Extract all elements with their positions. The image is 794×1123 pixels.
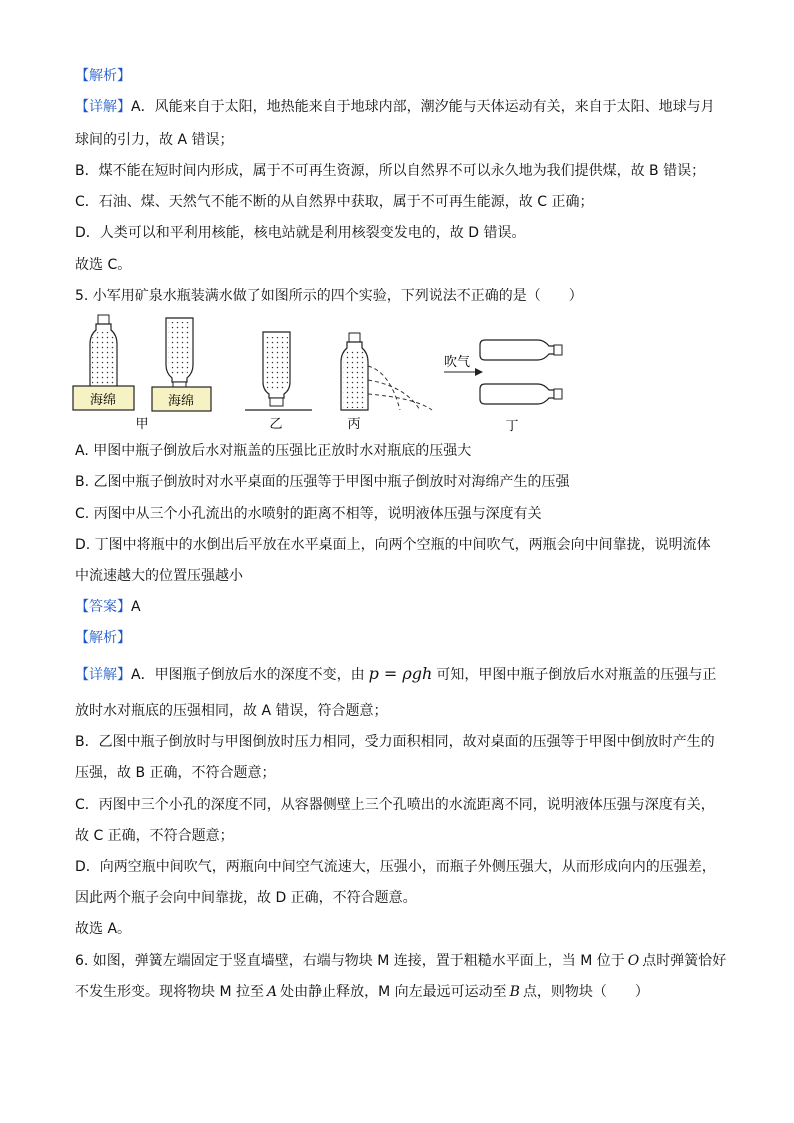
- q4-detail-line-1: [75, 97, 715, 117]
- sponge-left-label: 海绵: [89, 393, 117, 408]
- q5-conclusion: 故选 A。: [75, 921, 132, 937]
- q4-detail-b: B．煤不能在短时间内形成，属于不可再生资源，所以自然界不可以永久地为我们提供煤，故 B 错误；: [75, 163, 706, 179]
- q4-detail-a-text: A．风能来自于太阳，地热能来自于地球内部，潮汐能与天体运动有关，来自于太阳、地球与月: [131, 99, 715, 115]
- q5-option-a: A. 甲图中瓶子倒放后水对瓶盖的压强比正放时水对瓶底的压强大: [75, 443, 472, 459]
- ding-top-bottle: [480, 340, 562, 360]
- point-a: A: [266, 984, 278, 1000]
- q5-option-d-line-1: D. 丁图中将瓶中的水倒出后平放在水平桌面上，向两个空瓶的中间吹气，两瓶会向中间靠拢，说明流体: [75, 537, 711, 553]
- jia-upright-bottle: [90, 315, 117, 388]
- blow-label: 吹气: [444, 355, 471, 370]
- point-b: B: [509, 984, 520, 1000]
- q5-detail-b-line-2: 压强，故 B 正确，不符合题意；: [75, 765, 276, 781]
- q5-stem: 5. 小军用矿泉水瓶装满水做了如图所示的四个实验，下列说法不正确的是（ ）: [75, 288, 583, 304]
- q5-detail-b-line-1: B．乙图中瓶子倒放时与甲图倒放时压力相同，受力面积相同，故对桌面的压强等于甲图中倒放时产生的: [75, 734, 715, 750]
- q4-analysis-tag: 【解析】: [75, 68, 131, 84]
- q5-answer-value: A: [131, 599, 141, 615]
- bing-bottle-with-holes: [341, 333, 368, 410]
- q5-option-b: B. 乙图中瓶子倒放时对水平桌面的压强等于甲图中瓶子倒放时对海绵产生的压强: [75, 474, 570, 490]
- q6-stem-line-2: [75, 982, 649, 1002]
- q6-l2-pre: 不发生形变。现将物块 M 拉至: [75, 984, 264, 1000]
- pressure-formula: p = ρgh: [368, 664, 433, 683]
- q5-detail-c-line-2: 故 C 正确，不符合题意；: [75, 828, 234, 844]
- sponge-right-label: 海绵: [167, 394, 195, 409]
- q6-stem-line-1: [75, 951, 726, 971]
- label-yi: 乙: [269, 417, 283, 432]
- q5-answer: [75, 597, 141, 617]
- ding-bottom-bottle: [480, 384, 562, 404]
- q5-experiment-figure: [60, 310, 580, 440]
- jia-inverted-bottle: [166, 318, 193, 390]
- q5-detail-d-line-1: D．向两空瓶中间吹气，两瓶向中间空气流速大，压强小，而瓶子外侧压强大，从而形成向内的压强差，: [75, 859, 716, 875]
- q5-option-d-line-2: 中流速越大的位置压强越小: [75, 568, 243, 584]
- q4-detail-d: D．人类可以和平利用核能，核电站就是利用核裂变发电的，故 D 错误。: [75, 225, 526, 241]
- q4-detail-tag: 【详解】: [75, 99, 131, 115]
- point-o: O: [627, 953, 640, 969]
- q5-option-c: C. 丙图中从三个小孔流出的水喷射的距离不相等，说明液体压强与深度有关: [75, 506, 542, 522]
- q5-analysis-tag: 【解析】: [75, 630, 131, 646]
- q5-detail-a-line-2: 放时水对瓶底的压强相同，故 A 错误，符合题意；: [75, 703, 388, 719]
- q5-detail-a-pre: A．甲图瓶子倒放后水的深度不变，由: [131, 667, 365, 683]
- q5-detail-d-line-2: 因此两个瓶子会向中间靠拢，故 D 正确，不符合题意。: [75, 890, 417, 906]
- q4-conclusion: 故选 C。: [75, 257, 132, 273]
- q6-l2-post: 点，则物块（ ）: [522, 984, 649, 1000]
- yi-inverted-bottle: [263, 332, 290, 406]
- q5-detail-c-line-1: C．丙图中三个小孔的深度不同，从容器侧壁上三个孔喷出的水流距离不同，说明液体压强与深度有关，: [75, 797, 715, 813]
- label-bing: 丙: [347, 417, 361, 432]
- q5-answer-tag: 【答案】: [75, 599, 131, 615]
- q4-detail-line-2: 球间的引力，故 A 错误；: [75, 132, 234, 148]
- water-jets: [368, 366, 432, 410]
- q4-detail-c: C．石油、煤、天然气不能不断的从自然界中获取，属于不可再生能源，故 C 正确；: [75, 194, 594, 210]
- q6-l1-post: 点时弹簧恰好: [642, 953, 727, 969]
- label-jia: 甲: [135, 417, 149, 432]
- q6-l2-mid: 处由静止释放，M 向左最远可运动至: [280, 984, 507, 1000]
- blow-arrow-head: [475, 368, 483, 376]
- q5-detail-a-post: 可知，甲图中瓶子倒放后水对瓶盖的压强与正: [436, 667, 717, 683]
- q5-detail-tag: 【详解】: [75, 667, 131, 683]
- q5-detail-a-line-1: [75, 664, 716, 685]
- q6-l1-pre: 6. 如图，弹簧左端固定于竖直墙壁，右端与物块 M 连接，置于粗糙水平面上，当 M 位于: [75, 953, 625, 969]
- label-ding: 丁: [505, 419, 519, 434]
